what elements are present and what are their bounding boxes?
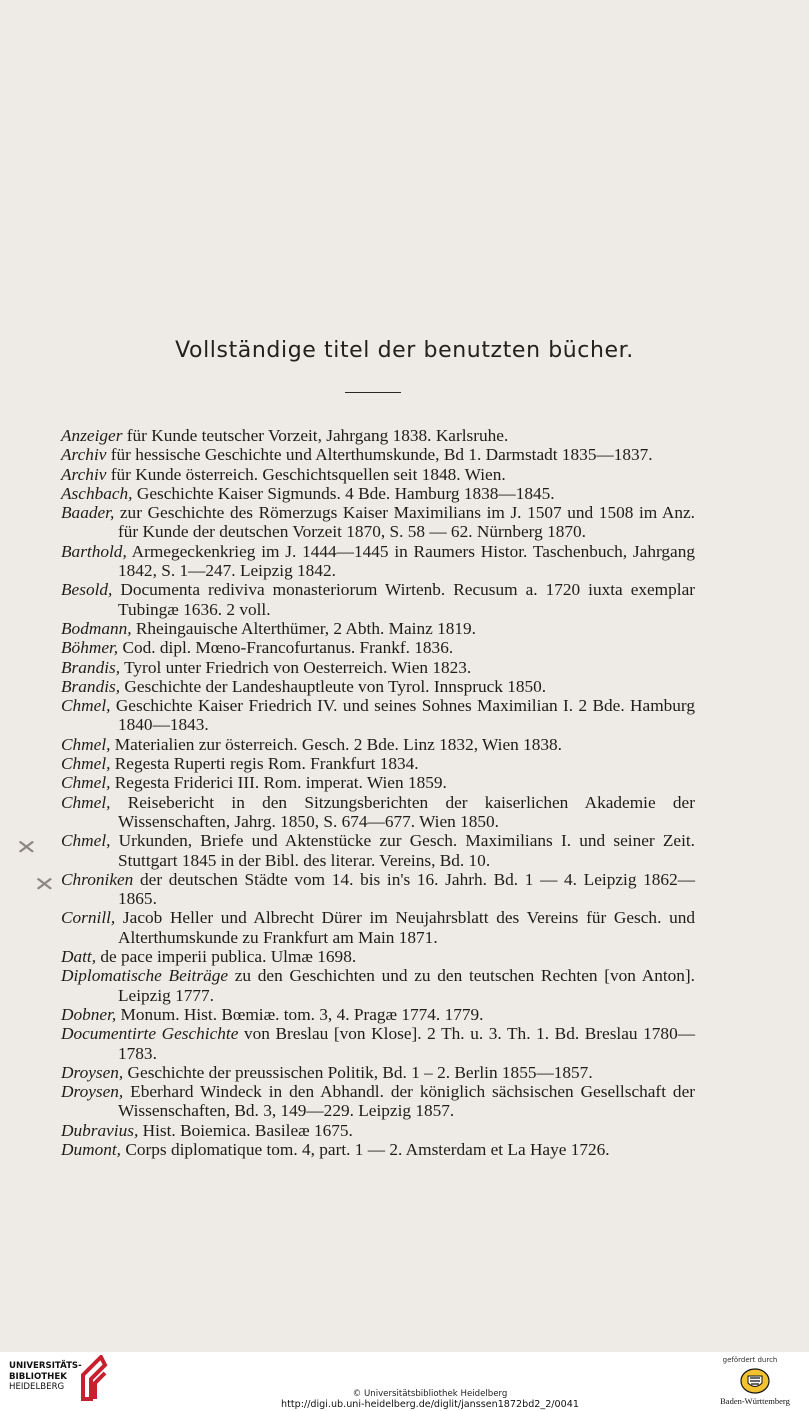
- source-url-link[interactable]: http://digi.ub.uni-heidelberg.de/diglit/janssen1872bd2_2/0041: [281, 1399, 579, 1410]
- entry-details: Hist. Boiemica. Basileæ 1675.: [138, 1120, 353, 1140]
- entry-details: Regesta Ruperti regis Rom. Frankfurt 1834.: [110, 754, 419, 774]
- entry-author: Chmel,: [61, 754, 111, 774]
- entry-author: Chmel,: [61, 792, 111, 812]
- state-coat-of-arms-icon: [740, 1368, 770, 1394]
- bibliography-entry: [61, 696, 695, 735]
- entry-details: Eberhard Windeck in den Abhandl. der königlich sächsischen Gesellschaft der Wissenschaften, Bd. 3, 149—229. Leipzig 1857.: [118, 1082, 695, 1121]
- library-name-line1: UNIVERSITÄTS-: [9, 1361, 82, 1371]
- bibliography-entry: [61, 677, 695, 696]
- page-title: Vollständige titel der benutzten bücher.: [175, 338, 634, 363]
- bibliography-entry: [61, 908, 695, 947]
- entry-author: Brandis,: [61, 657, 121, 677]
- entry-details: für Kunde teutscher Vorzeit, Jahrgang 1838. Karlsruhe.: [122, 426, 509, 445]
- bibliography-entry: [61, 445, 695, 464]
- entry-details: von Breslau [von Klose]. 2 Th. u. 3. Th. 1. Bd. Breslau 1780—1783.: [118, 1024, 695, 1063]
- funder-name: Baden-Württemberg: [720, 1396, 790, 1406]
- bibliography-entry: [61, 465, 695, 484]
- entry-details: Armegeckenkrieg im J. 1444—1445 in Raumers Histor. Taschenbuch, Jahrgang 1842, S. 1—247. Leipzig 1842.: [118, 541, 695, 581]
- bibliography-entry: [61, 870, 695, 909]
- bibliography-entry: [61, 658, 695, 677]
- bibliography-entry: [61, 503, 695, 542]
- title-divider: [345, 392, 401, 393]
- entry-details: für hessische Geschichte und Alterthumskunde, Bd 1. Darmstadt 1835—1837.: [106, 445, 653, 465]
- entry-details: Corps diplomatique tom. 4, part. 1 — 2. Amsterdam et La Haye 1726.: [121, 1139, 610, 1159]
- margin-cross-mark: ✕: [33, 872, 56, 896]
- entry-details: Jacob Heller und Albrecht Dürer im Neujahrsblatt des Vereins für Gesch. und Alterthumskunde zu Frankfurt am Main 1871.: [115, 908, 695, 947]
- digitization-footer: [0, 1352, 809, 1411]
- entry-author: Cornill,: [61, 908, 116, 928]
- bibliography-entry: [61, 735, 695, 754]
- entry-author: Aschbach,: [61, 483, 133, 503]
- entry-author: Anzeiger: [61, 426, 123, 445]
- entry-details: zu den Geschichten und zu den teutschen Rechten [von Anton]. Leipzig 1777.: [118, 966, 695, 1005]
- entry-details: Urkunden, Briefe und Aktenstücke zur Gesch. Maximilians I. und seiner Zeit. Stuttgart 1845 in der Bibl. des literar. Vereins, Bd. 10.: [110, 831, 695, 870]
- bibliography-entry: [61, 754, 695, 773]
- bibliography-entry: [61, 1005, 695, 1024]
- entry-details: Regesta Friderici III. Rom. imperat. Wien 1859.: [110, 773, 447, 793]
- copyright-notice: © Universitätsbibliothek Heidelberg: [352, 1389, 508, 1399]
- bibliography-entry: [61, 1121, 695, 1140]
- entry-details: Geschichte Kaiser Sigmunds. 4 Bde. Hamburg 1838—1845.: [132, 483, 555, 503]
- entry-author: Archiv: [61, 445, 107, 465]
- bibliography-entry: [61, 542, 695, 581]
- bibliography-entry: [61, 638, 695, 657]
- bibliography-entry: [61, 1024, 695, 1063]
- margin-cross-mark: ✕: [15, 835, 38, 859]
- library-name-line2: BIBLIOTHEK: [9, 1371, 67, 1382]
- funded-by-label: gefördert durch: [722, 1356, 778, 1364]
- bibliography-entry: [61, 947, 695, 966]
- entry-author: Droysen,: [61, 1082, 124, 1102]
- entry-details: Tyrol unter Friedrich von Oesterreich. Wien 1823.: [120, 657, 472, 677]
- entry-details: Geschichte Kaiser Friedrich IV. und seines Sohnes Maximilian I. 2 Bde. Hamburg 1840—1843.: [110, 696, 695, 735]
- entry-details: Cod. dipl. Mœno-Francofurtanus. Frankf. 1836.: [118, 638, 454, 658]
- bibliography-entry: [61, 426, 695, 445]
- entry-details: der deutschen Städte vom 14. bis in's 16. Jahrh. Bd. 1 — 4. Leipzig 1862—1865.: [118, 869, 695, 909]
- entry-author: Datt,: [61, 947, 97, 967]
- entry-details: Rheingauische Alterthümer, 2 Abth. Mainz 1819.: [131, 618, 476, 638]
- bibliography-entry: [61, 1140, 695, 1159]
- entry-author: Bodmann,: [61, 618, 132, 638]
- entry-author: Chmel,: [61, 696, 111, 716]
- entry-author: Besold,: [61, 580, 113, 600]
- entry-author: Baader,: [61, 503, 115, 523]
- entry-details: Monum. Hist. Bœmiæ. tom. 3, 4. Pragæ 1774. 1779.: [116, 1004, 484, 1024]
- bibliography-entry: [61, 1082, 695, 1121]
- entry-details: Geschichte der preussischen Politik, Bd. 1 – 2. Berlin 1855—1857.: [123, 1062, 593, 1082]
- library-name-line3: HEIDELBERG: [9, 1382, 65, 1393]
- entry-details: Materialien zur österreich. Gesch. 2 Bde. Linz 1832, Wien 1838.: [110, 734, 562, 754]
- entry-author: Chmel,: [61, 734, 111, 754]
- entry-author: Dumont,: [61, 1139, 122, 1159]
- entry-author: Dubravius,: [61, 1120, 139, 1140]
- entry-details: Geschichte der Landeshauptleute von Tyrol. Innspruck 1850.: [120, 676, 547, 696]
- library-logo-text: [9, 1361, 89, 1393]
- entry-author: Chroniken: [61, 869, 134, 889]
- entry-details: de pace imperii publica. Ulmæ 1698.: [96, 947, 357, 967]
- bibliography-entry: [61, 580, 695, 619]
- bibliography-entry: [61, 619, 695, 638]
- entry-author: Dobner,: [61, 1004, 117, 1024]
- bibliography-entry: [61, 966, 695, 1005]
- bibliography-entry: [61, 831, 695, 870]
- entry-author: Böhmer,: [61, 638, 119, 658]
- bibliography-list: [61, 426, 695, 1159]
- entry-author: Barthold,: [61, 541, 127, 561]
- entry-author: Archiv: [61, 464, 107, 484]
- entry-author: Chmel,: [61, 773, 111, 793]
- bibliography-entry: [61, 793, 695, 832]
- entry-details: für Kunde österreich. Geschichtsquellen seit 1848. Wien.: [106, 464, 506, 484]
- bibliography-entry: [61, 1063, 695, 1082]
- entry-author: Droysen,: [61, 1062, 124, 1082]
- entry-details: Documenta rediviva monasteriorum Wirtenb. Recusum a. 1720 iuxta exemplar Tubingæ 1636. 2 voll.: [112, 580, 695, 619]
- entry-details: Reisebericht in den Sitzungsberichten der kaiserlichen Akademie der Wissenschaften, Jahrg. 1850, S. 674—677. Wien 1850.: [110, 792, 695, 831]
- entry-author: Chmel,: [61, 831, 111, 851]
- bibliography-entry: [61, 773, 695, 792]
- entry-author: Brandis,: [61, 676, 121, 696]
- bibliography-entry: [61, 484, 695, 503]
- entry-author: Documentirte Geschichte: [61, 1024, 239, 1044]
- entry-details: zur Geschichte des Römerzugs Kaiser Maximilians im J. 1507 und 1508 im Anz. für Kunde der deutschen Vorzeit 1870, S. 58 — 62. Nürnberg 1870.: [114, 503, 695, 542]
- library-emblem-icon: [79, 1355, 108, 1401]
- entry-author: Diplomatische Beiträge: [61, 966, 229, 986]
